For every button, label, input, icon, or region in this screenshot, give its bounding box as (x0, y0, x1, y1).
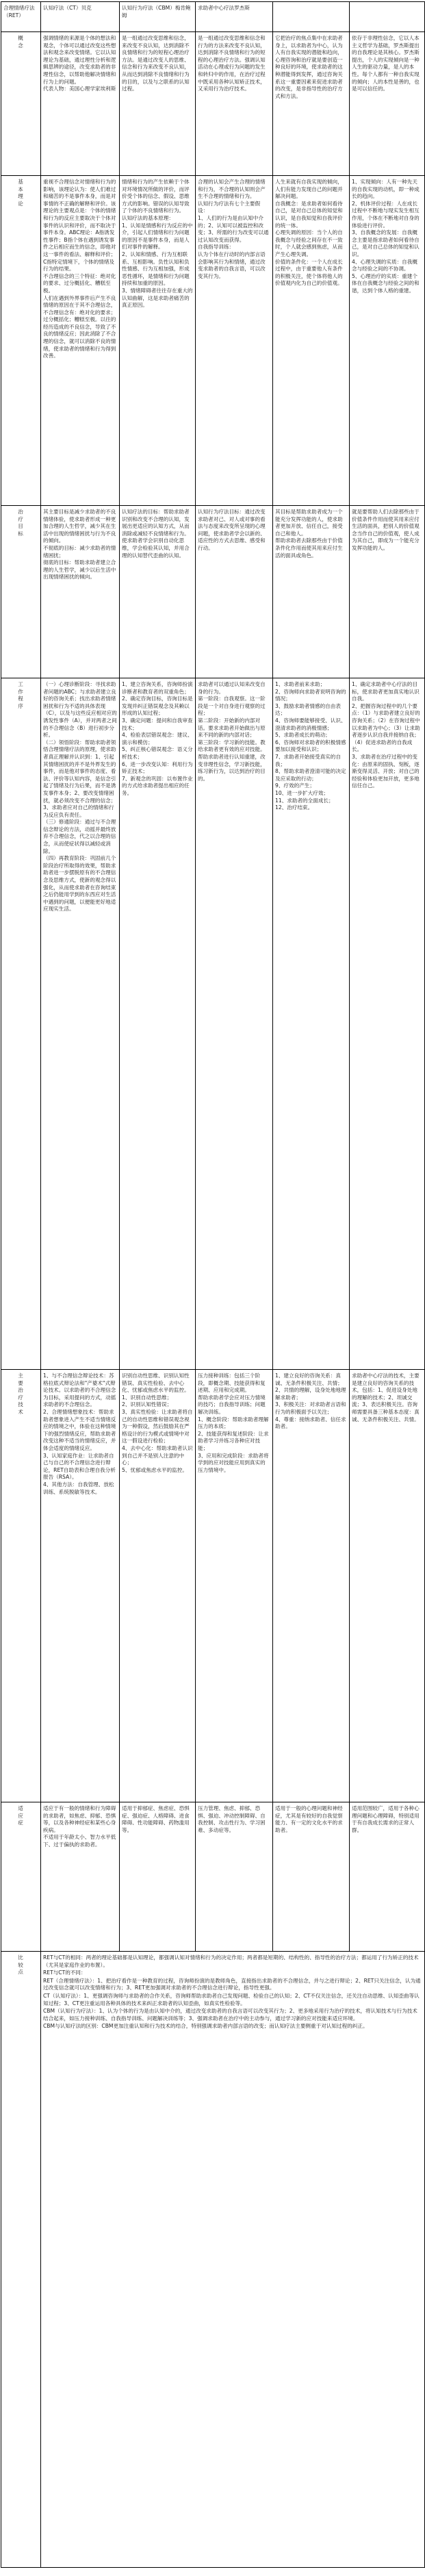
row-label-comparison: 比较点 (1, 1952, 41, 2568)
row-label-goals: 治疗目标 (1, 506, 41, 678)
cell-concept-cbm: 是一组通过改变思维和信念和行为的方法来改变不良认知，达到消除不良情绪和行为的短程的心理治疗方法。强调认知活动在心理或行为问题的发生和转归中的作用，在治疗过程中既采用各种认知矫正技术，又采用行为治疗技术。 (196, 32, 273, 176)
cell-goals-cbm: 认知行为疗法目标：通过改变求助者对己、对人或对事的看法与态度来改变所呈现的心理问题，使求助者学会以新的、适应性的方式去思维、感受和行动。 (196, 506, 273, 678)
cell-indications-client-centered: 适用于一般的心理问题和神经症，尤其是有较好的自我觉察能力、有一定的文化水平的求助者。 (273, 1802, 350, 1952)
cell-goals-client-centered: 其目标是帮助求助者成为一个能充分发挥功能的人，使求助者更加开放、信任自己，接受自己和他人。 帮助求助者去除那些由于价值条件化作用而使其用来应付生活的面具或角色。 (273, 506, 350, 678)
cell-techniques-ct: 识别自动性思维、识别认知性错误、真实性检验、去中心化、忧郁或焦虑水平的监控。 1、识别自动性思维； 2、识别认知性错误； 3、真实性检验：让求助者将自己的自动性思维和错误观念视为一种假设，然后鼓励其在严格设计的行为模式或情境中对这一假设进行检验； 4、去中心化：帮助求助者认识到自己并不是别人注意的中心； 5、忧郁或焦虑水平的监控。 (120, 1370, 196, 1802)
comparison-paragraph: RET与CT的不同： (43, 1969, 86, 1976)
row-label-techniques: 主要治疗技术 (1, 1370, 41, 1802)
table-row-goals (1, 506, 425, 678)
table-row-procedure (1, 678, 425, 1370)
cell-techniques-ret: 1、与不合理信念辩论技术：苏格拉底式辩论法和"产婆术"式辩论技术。以求助者的不合理信念为目标，采用提问的方式，动摇求助者的不合理信念。 2、合理情绪想象技术：帮助求助者想象进入产生不适当情绪反应的情境之中，体验在这种情境下的强烈情绪反应，帮助求助者改变这种不适当的情绪反应，并体会适度的情绪反应。 3、认知家庭作业：让求助者自己与自己的不合理信念进行辩论，RET自助表和合理自我分析报告（RSA）。 4、其他方法：自我管理、放松训练、系统脱敏等技术。 (41, 1370, 120, 1802)
header-method-ret: 合理情绪疗法（RET） (1, 2, 41, 32)
cell-goals-ct: 认知疗法的目标：帮助求助者识别和改变不合理的认知，发展出更适应的认知方式，从而消除或减轻不良情绪和行为。 使求助者学会识别自动化思维，学会检验其认知，并用合理的认知替代歪曲的认知。 (120, 506, 196, 678)
cell-procedure-extra: 1、确定求助者中心疗法的目标，使求助者更加真实地认识自我。 2、把握咨询过程中的几个要点：（1）与求助者建立良好的咨询关系；（2）在咨询过程中以求助者为中心；（3）让求助者逐步认识自我并接纳自我；（4）促进求助者的自我成长。 3、求助者在治疗过程中的变化：由原来的固执、刻板，逐渐变得灵活、开放；对自己的经验和体验更加开放，更多地信任自己。 (350, 678, 425, 1370)
cell-concept-client-centered: 它把治疗的焦点集中在求助者身上，以求助者为中心，认为人有自我实现的潜能和趋向，心理咨询和治疗就是要创造一种良好的环境，使求助者的这种潜能得到发挥，通过咨询关系这一重要因素来促进求助者的改变，是非指导性的治疗方式和方法。 (273, 32, 350, 176)
row-label-procedure: 工作程序 (1, 678, 41, 1370)
cell-procedure-ct: 1、建立咨询关系，咨询师扮演诊断者和教育者的双重角色； 2、确定咨询目标，咨询目标是发现并纠正错误观念及其赖以形成的认知过程； 3、确定问题：提问和自我审查技术； 4、检验表层错误观念：建议、演示和模仿； 5、纠正核心错误观念：语义分析技术； 6、进一步改变认知：利用行为矫正技术； 7、新观念的巩固：以布置作业的方式给求助者提出相应的任务。 (120, 678, 196, 1370)
row-label-indications: 适应症 (1, 1802, 41, 1952)
cell-concept-ret: 强调情绪的来源是个体的想法和观念，个体可以通过改变这些想法和观念来改变情绪。它以认知理论为基础，通过理性分析和逻辑思辨的途径，改变求助者的非理性信念，以帮助他解决情绪和行为上的问题。 代表人物：美国心理学家埃利斯 (41, 32, 120, 176)
header-extra-1 (273, 2, 350, 32)
row-label-basic-theory: 基本理论 (1, 176, 41, 506)
cell-comparison-text (41, 1952, 425, 2568)
cell-goals-extra: 就是要帮助人们去除那些由于价值条件作用而使其用来应付生活的面具，把别人的价值观念当作自己的价值观，使人成为其自己，即成为一个能充分发挥功能的人。 (350, 506, 425, 678)
cell-procedure-ret: （一）心理诊断阶段：寻找求助者问题的ABC；与求助者建立良好的咨询关系；找出求助者情绪困扰和行为不适的具体表现（C），以及与这些反应相对应的诱发性事件（A），并对两者之间的不合理信念（B）进行初步分析。 （二）领悟阶段：帮助求助者领悟合理情绪疗法的原理，使求助者真正理解并认识到：1、引起其情绪困扰的并不是外界发生的事件，而是他对事件的态度、看法、评价等认知内容，是信念引起了情绪及行为后果，而不是诱发事件本身；2、要改变情绪困扰，就必须改变不合理的信念；3、求助者应对自己的情绪和行为反应负有责任。 （三）修通阶段：通过与不合理信念辩论的方法，动摇并最终放弃不合理信念，代之以合理的信念，从而使症状得以减轻或消除。 （四）再教育阶段：巩固前几个阶段治疗所取得的效果，帮助求助者进一步摆脱原有的不合理信念及思维方式，使新的观念得以强化，从而使求助者在咨询结束之后仍能用学到的东西应对生活中遇到的问题，以便能更好地适应现实生活。 (41, 678, 120, 1370)
table-row-basic-theory (1, 176, 425, 506)
cell-indications-extra: 适用范围较广，适用于各种心理问题和心理障碍，特别适用于有自我成长需求的正常人群。 (350, 1802, 425, 1952)
comparison-paragraph: RET与CT的相同：两者的理论基础都是认知理论，都强调认知对情绪和行为的决定作用；两者都是短期的、结构性的、指导性的治疗方法；都运用了行为矫正的技术（尤其是家庭作业的布置）。 (43, 1954, 419, 1968)
cell-procedure-client-centered: 1、求助者前来求助； 2、咨询师向求助者说明咨询的情况； 3、鼓励求助者情感的自由表达； 4、咨询师要能够接受、认识、澄清求助者的消极情感； 5、求助者成长的萌动； 6、咨询师对求助者的积极情感要加以接受和认识； 7、求助者开始接受真实的自我； 8、帮助求助者澄清可能的决定及应采取的行动； 9、疗效的产生； 10、进一步扩大疗效； 11、求助者的全面成长； 12、治疗结束。 (273, 678, 350, 1370)
cell-procedure-cbm: 求助者可以通过认知来改变自身的行为。 第一阶段：自我观察。这一阶段是一个对自身进行观察的过程； 第二阶段：开始新的内部对话。要求求助者开始做出与原来不同的新的内部对话； 第三阶段：学习新的技能。教给求助者更有效的应对技能。 帮助求助者进行认知重建，改变非理性信念，学习新技能，练习新行为，以达到治疗的目的。 (196, 678, 273, 1370)
cell-theory-extra: 1、实现倾向：人有一种先天的自我实现的动机，即一种成长的趋向。 2、机体评价过程：人在成长过程中不断地与现实发生相互作用，个体在不断地对自身的体验进行评价。 3、自我概念的发展：自我概念主要是指求助者如何看待自己，是对自己总体的知觉和认识。 4、心理失调的实质：自我概念与经验之间的不协调。 5、心理治疗的实质：重建个体在自我概念与经验之间的和谐，达到个体人格的重建。 (350, 176, 425, 506)
header-method-ct: 认知疗法（CT）贝克 (41, 2, 120, 32)
cell-indications-cbm: 压力管理、焦虑、抑郁、恐惧、强迫、冲动控制障碍、自我控制、攻击性行为、学习困难、多动症等。 (196, 1802, 273, 1952)
comparison-paragraph: RET（合理情绪疗法）：1、把治疗看作是一种教育的过程，咨询师扮演的是教师角色，直接指出求助者的不合理信念，并与之进行辩论；2、RET只关注信念，认为通过改变信念就可以改变情绪和行为；3、RET更加强调对求助者的不合理信念进行辩论，指导性更强。 (43, 1977, 421, 1991)
cell-techniques-cbm: 压力接种训练：包括三个阶段，即概念期、技能获得和复述期、应用和完成期。 帮助求助者学会应对压力情境的技巧；自我指导训练；问题解决训练。 1、概念阶段：帮助求助者理解压力的本质； 2、技能获得和复述阶段：让求助者学习并练习各种应对技能； 3、应用和完成阶段：求助者将学到的应对技能应用到真实的压力情境中。 (196, 1370, 273, 1802)
cell-indications-ret: 适应于有一般的情绪和行为障碍的求助者，如焦虑、抑郁、恐惧等，以及各种神经症和某些心身疾病。 不适用于年龄太小、智力水平低下、过于偏执的求助者。 (41, 1802, 120, 1952)
header-method-cbm: 认知行为疗法（CBM）梅肯鲍姆 (120, 2, 196, 32)
table-row-indications (1, 1802, 425, 1952)
table-row-concept (1, 32, 425, 176)
comparison-table (1, 1, 425, 2568)
table-row-comparison (1, 1952, 425, 2568)
comparison-paragraph: CBM与认知疗法的区别：CBM更加注重认知和行为技术的结合，特别强调求助者内部言语的改变；而认知疗法主要侧重于对认知过程的纠正。 (43, 2023, 368, 2030)
cell-concept-ct: 是一组通过改变思维和信念，来改变不良认知，达到消除不良情绪和行为的短程心理治疗方法。是通过改变人的思维、信念和行为来改变不良认知，从而达到消除不良情绪和行为的目的，以及与之联系的认知过程。 (120, 32, 196, 176)
comparison-paragraph: CBM（认知行为疗法）：1、认为个体的行为是由认知中介的，通过改变求助者的自我言语可以改变其行为；2、更多地采用行为治疗的技术，将认知技术与行为技术结合起来，如压力接种训练、自我指导训练、问题解决训练等；3、强调求助者在治疗中的主动参与，通过学习新的应对技能来适应环境。 (43, 2008, 417, 2022)
cell-techniques-extra: 求助者中心疗法的技术，主要是建立良好的咨询关系的技术，包括：1、促进设身处地的理解的技术；2、坦诚交流；3、表达积极关注。咨询师需要具备三种基本态度：真诚、无条件积极关注、共情。 (350, 1370, 425, 1802)
cell-theory-ct: 情绪和行为的产生依赖于个体对环境情况所做的评价，而评价受个体的信念、假设、思维方式的影响。错误的认知导致了个体的不良情绪和行为。 认知疗法的基本原理： 1、认知是情感和行为反应的中介，引起人们情绪和行为问题的原因不是事件本身，而是人们对事件的解释。 2、认知和情感、行为互相联系、互相影响。负性认知和负性情感、行为互相加强，形成恶性循环，是情绪和行为问题持续和加重的原因。 3、情绪障碍者往往存在重大的认知曲解，这是求助者痛苦的真正原因。 (120, 176, 196, 506)
table-row-techniques (1, 1370, 425, 1802)
cell-techniques-client-centered: 1、建立良好的咨询关系：真诚、无条件积极关注、共情； 2、共情的理解，设身处地地理解求助者； 3、积极关注：对求助者言语和行为的积极面予以关注； 4、尊重：接纳求助者、信任求助者。 (273, 1370, 350, 1802)
row-label-concept: 概念 (1, 32, 41, 176)
comparison-paragraph: CT（认知疗法）：1、更强调咨询师与求助者的合作关系，咨询师帮助求助者自己发现问题、检验自己的认知；2、CT不仅关注信念，还关注自动思维、认知歪曲等认知过程；3、CT更注重运用各种具体的技术来纠正求助者的认知歪曲，如真实性检验等。 (43, 1992, 420, 2006)
cell-theory-cbm: 合理的认知会产生合理的情绪和行为，不合理的认知则会产生不合理的情绪和行为。 认知行为疗法有七个主要假设： 1、人们的行为是由认知中介的；2、认知可以被监控和改变；3、所需的行为改变可以通过认知改变而获得。 自我指导训练： 认为个体在行动时的内部言语会影响其行为和情绪，通过改变求助者的自我言语，可以改变其行为。 (196, 176, 273, 506)
cell-goals-ret: 其主要目标是减少求助者的不良情绪体验，使求助者形成一种更加合理的人生哲学，减少其在生活中出现的情绪困扰与行为不良的倾向。 不彻底的目标：减少求助者的情绪困扰； 彻底的目标：帮助求助者建立合理的人生哲学，减少以后生活中出现情绪困扰的倾向。 (41, 506, 120, 678)
cell-theory-client-centered: 人生来就有自我实现的倾向，人们有能力发现自己的问题并解决问题。 自我概念：是求助者如何看待自己，是对自己总体的知觉和认识，是自我知觉和自我评价的统一体。 心理失调的原因：当个人的自我概念与经验之间存在不一致时，个人就会感到焦虑，从而产生心理失调。 价值的条件化：一个人在成长过程中，由于重要他人有条件的积极关注，使个体将他人的价值观内化为自己的价值观。 (273, 176, 350, 506)
cell-theory-ret: 重视不合理信念对情绪和行为的影响，该理论认为：使人们难过和痛苦的不是事件本身，而是对事情的不正确的解释和评价。该理论的主要观点是：个体的情绪和行为的反应主要取决于个体对事件的认识和评价，而不取决于事件本身。ABC理论：A指诱发性事件；B指个体在遇到诱发事件之后相应而生的信念，即他对这一事件的看法、解释和评价；C指特定情境下，个体的情绪及行为的结果。 不合理信念的三个特征：绝对化的要求、过分概括化、糟糕至极。 人们在遇到外界事件后产生不良情绪的原因在于其不合理信念，不合理信念有：绝对化的要求；过分概括化；糟糕至极。以往的经历造成的不良信念，导致了不良的情绪反应；因此消除了不合理的信念，就可以消除不良的情绪，使求助者的情绪和行为得到改善。 (41, 176, 120, 506)
table-header-row (1, 2, 425, 32)
cell-indications-ct: 适用于抑郁症、焦虑症、恐惧症、强迫症、人格障碍、进食障碍、性功能障碍、药物滥用等。 (120, 1802, 196, 1952)
cell-concept-extra: 依存于非理性信念，它以人本主义哲学为基础，罗杰斯提出的自我理论是其核心。罗杰斯提出，个人的实现倾向是一种人生的驱动力量，是人的本性。每个人都有一种自我实现的倾向；人的本性是善的，也是可以信任的。 (350, 32, 425, 176)
header-extra-2 (350, 2, 425, 32)
header-method-client-centered: 求助者中心疗法罗杰斯 (196, 2, 273, 32)
